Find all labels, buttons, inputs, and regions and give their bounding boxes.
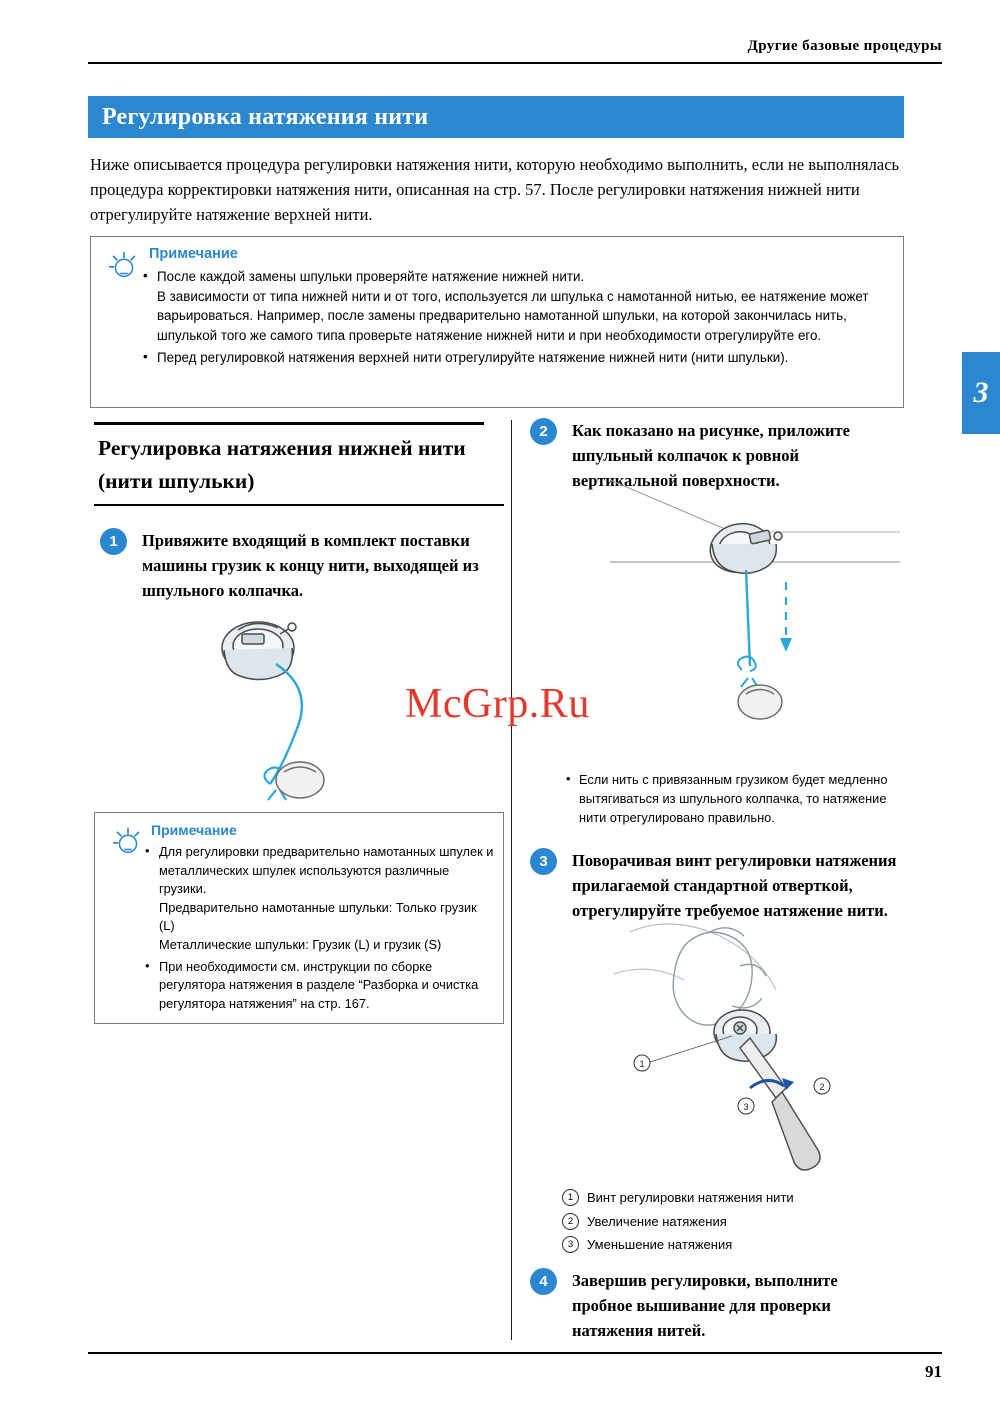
note-box-left — [94, 812, 504, 1024]
step-number-badge: 2 — [530, 418, 557, 445]
svg-text:3: 3 — [743, 1102, 749, 1112]
footer-divider — [88, 1352, 942, 1354]
step-text: Завершив регулировки, выполните пробное вышивание для проверки натяжения нитей. — [572, 1271, 838, 1340]
note-bullet — [143, 348, 893, 368]
step-number-badge: 3 — [530, 848, 557, 875]
note-body — [143, 267, 893, 371]
legend-number: 1 — [562, 1189, 579, 1206]
subsection-rule-bottom — [94, 504, 504, 506]
watermark: McGrp.Ru — [405, 681, 590, 727]
subsection-rule-top — [94, 422, 484, 425]
running-head: Другие базовые процедуры — [747, 38, 942, 54]
chapter-tab: 3 — [962, 352, 1000, 434]
step2-note-text: • Если нить с привязанным грузиком будет медленно вытягиваться из шпульного колпачка, то натяжение нити отрегулировано правильно. — [566, 770, 916, 827]
note-bullet-text: При необходимости см. инструкции по сборке регулятора натяжения в разделе “Разборка и очистка регулятора натяжения” на стр. 167. — [159, 958, 479, 1011]
lightbulb-icon — [105, 245, 143, 283]
subsection-heading: Регулировка натяжения нижней нити (нити шпульки) — [98, 436, 466, 493]
note-bullet — [145, 958, 495, 1014]
page-number: 91 — [925, 1362, 942, 1381]
note-bullet-continuation: В зависимости от типа нижней нити и от того, используется ли шпулька с намотанной нитью, ее натяжение может варьироваться. Например, после замены предварительно намотанной шпульки, на которой закончилась нить, шпулькой того же самого типа проверьте натяжение нижней нити и при необходимости отрегулируйте его. — [157, 288, 869, 343]
step-text: Поворачивая винт регулировки натяжения прилагаемой стандартной отверткой, отрегулируйте требуемое натяжение нити. — [572, 851, 897, 920]
intro-paragraph: Ниже описывается процедура регулировки натяжения нити, которую необходимо выполнить, если не выполнялась процедура корректировки натяжения нити, описанная на стр. 57. После регулировки натяжения нижней нити отрегулируйте натяжение верхней нити. — [90, 155, 900, 224]
legend-label: Винт регулировки натяжения нити — [587, 1190, 794, 1205]
legend-item — [562, 1210, 902, 1234]
legend-number: 2 — [562, 1213, 579, 1230]
note-bullet — [145, 843, 495, 955]
legend-item — [562, 1233, 902, 1257]
note-heading: Примечание — [151, 822, 237, 838]
legend-label: Уменьшение натяжения — [587, 1237, 733, 1252]
figure-screwdriver-adjustment — [590, 910, 910, 1185]
step2-note — [566, 770, 916, 827]
note-heading: Примечание — [149, 246, 238, 262]
section-title-bar — [88, 96, 904, 138]
note-bullet-line2: Предварительно намотанные шпульки: Только грузик (L) — [159, 899, 477, 934]
note-bullet — [143, 267, 893, 345]
figure-bobbin-case-vertical-surface — [600, 470, 900, 770]
legend-item — [562, 1186, 902, 1210]
note-box-top — [90, 236, 904, 408]
note-bullet-text: После каждой замены шпульки проверяйте натяжение нижней нити. — [157, 269, 585, 284]
step-text: Привяжите входящий в комплект поставки машины грузик к концу нити, выходящей из шпульного колпачка. — [142, 531, 479, 600]
note-body — [145, 843, 495, 1016]
figure-legend — [562, 1186, 902, 1257]
legend-number: 3 — [562, 1236, 579, 1253]
note-bullet-text: Для регулировки предварительно намотанных шпулек и металлических шпулек используются различные грузики. — [159, 844, 494, 897]
step-number-badge: 4 — [530, 1268, 557, 1295]
svg-text:2: 2 — [819, 1082, 825, 1092]
column-divider — [511, 420, 512, 1340]
note-bullet-line3: Металлические шпульки: Грузик (L) и грузик (S) — [159, 936, 442, 952]
step-text: Как показано на рисунке, приложите шпульный колпачок к ровной вертикальной поверхности. — [572, 421, 850, 490]
legend-label: Увеличение натяжения — [587, 1213, 727, 1229]
svg-text:1: 1 — [639, 1059, 645, 1069]
lightbulb-icon — [109, 821, 147, 859]
header-divider — [88, 62, 942, 64]
note-bullet-text: Перед регулировкой натяжения верхней нити отрегулируйте натяжение нижней нити (нити шпульки). — [157, 350, 789, 365]
step-number-badge: 1 — [100, 528, 127, 555]
section-title-text: Регулировка натяжения нити — [102, 103, 429, 130]
